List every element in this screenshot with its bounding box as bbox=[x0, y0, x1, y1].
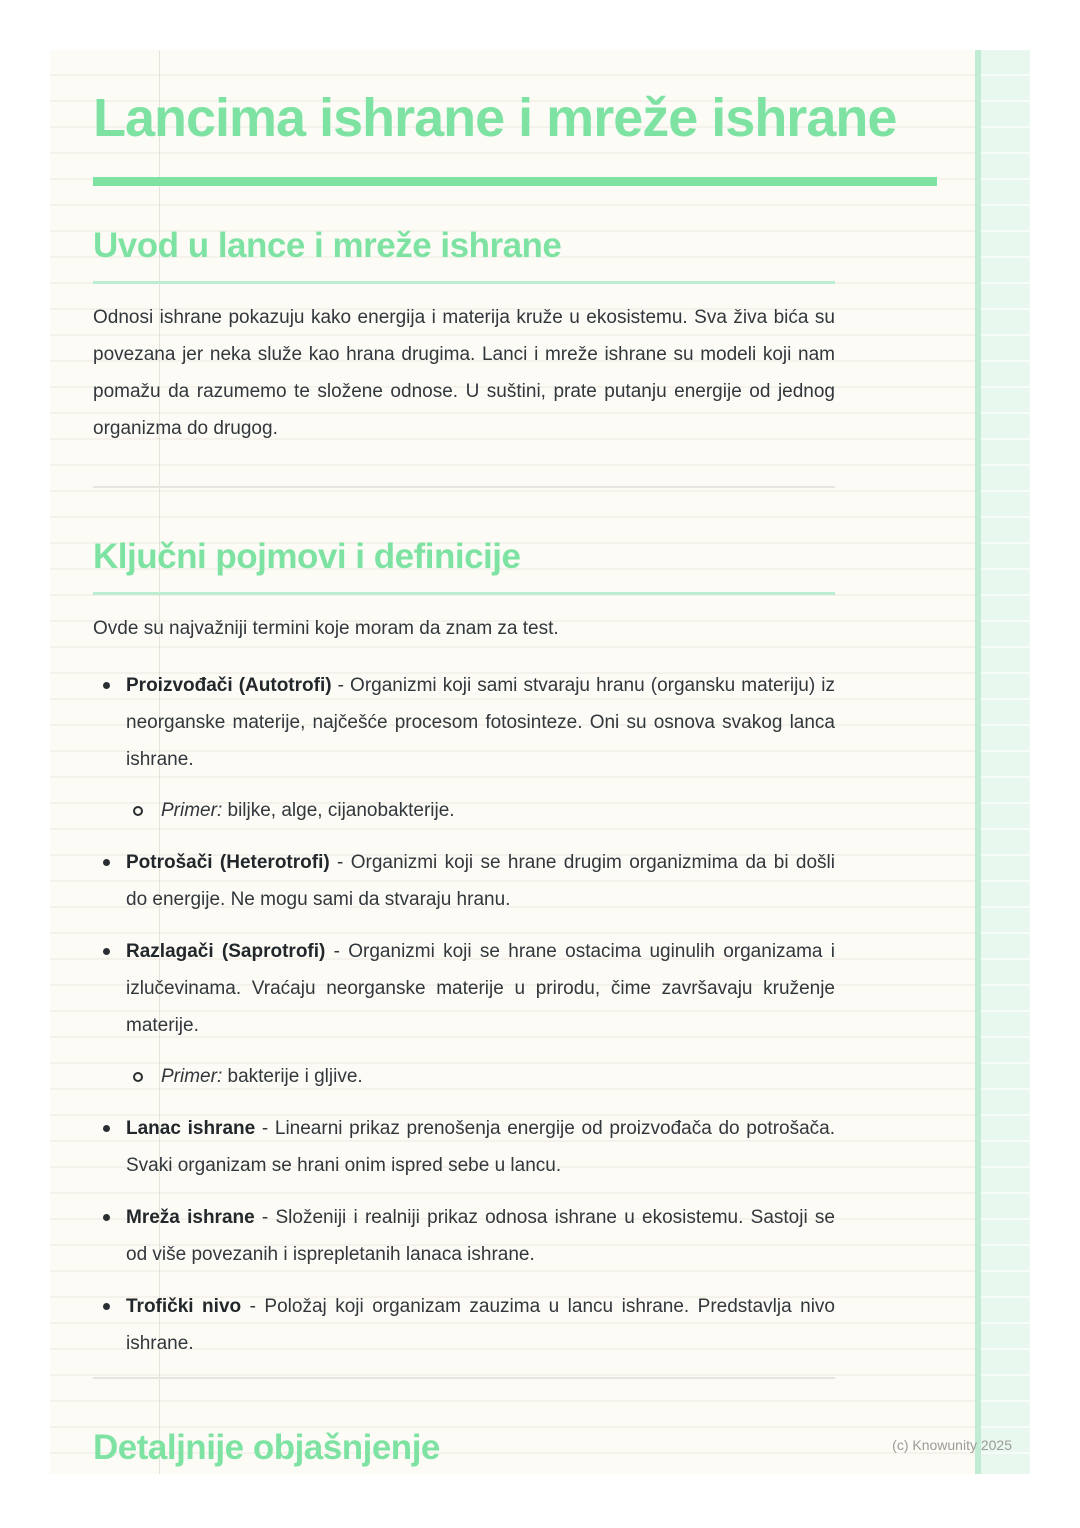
term-item-potrosaci bbox=[93, 844, 835, 918]
term-definition: - Položaj koji organizam zauzima u lancu ishrane. Predstavlja nivo ishrane. bbox=[126, 1296, 835, 1354]
heading-rule-intro bbox=[93, 281, 835, 284]
document-title: Lancima ishrane i mreže ishrane bbox=[93, 88, 897, 148]
term-definition: - Složeniji i realniji prikaz odnosa ishrane u ekosistemu. Sastoji se od više povezanih i isprepletanih lanaca ishrane. bbox=[126, 1207, 835, 1265]
term-item-proizvodjaci bbox=[93, 667, 835, 829]
example-text: bakterije i gljive. bbox=[222, 1066, 363, 1087]
example-text: biljke, alge, cijanobakterije. bbox=[222, 800, 455, 821]
bullet-icon bbox=[103, 859, 110, 866]
example-sublist bbox=[126, 792, 835, 829]
terms-lead-paragraph: Ovde su najvažniji termini koje moram da znam za test. bbox=[93, 618, 559, 639]
example-sublist bbox=[126, 1058, 835, 1095]
term-label: Potrošači (Heterotrofi) bbox=[126, 852, 330, 873]
term-item-razlagaci bbox=[93, 933, 835, 1095]
example-item bbox=[126, 792, 835, 829]
bullet-icon bbox=[103, 1125, 110, 1132]
circle-bullet-icon bbox=[133, 1072, 143, 1082]
terms-list bbox=[93, 667, 835, 1362]
term-definition: - Organizmi koji se hrane ostacima uginulih organizama i izlučevinama. Vraćaju neorganske materije u prirodu, čime završavaju kruženje materije. bbox=[126, 941, 835, 1036]
term-item-troficki-nivo bbox=[93, 1288, 835, 1362]
term-label: Lanac ishrane bbox=[126, 1118, 256, 1139]
section-divider bbox=[93, 486, 835, 488]
title-underline bbox=[93, 177, 937, 186]
term-item-lanac-ishrane bbox=[93, 1110, 835, 1184]
bullet-icon bbox=[103, 948, 110, 955]
bullet-icon bbox=[103, 1214, 110, 1221]
document-page bbox=[50, 50, 1030, 1474]
term-label: Trofički nivo bbox=[126, 1296, 242, 1317]
intro-paragraph: Odnosi ishrane pokazuju kako energija i materija kruže u ekosistemu. Sva živa bića su povezana jer neka služe kao hrana drugima. Lanci i mreže ishrane su modeli koji nam pomažu da razumemo te složene odnose. U suštini, prate putanju energije od jednog organizma do drugog. bbox=[93, 307, 835, 439]
term-label: Mreža ishrane bbox=[126, 1207, 255, 1228]
term-definition: - Organizmi koji se hrane drugim organizmima da bi došli do energije. Ne mogu sami da stvaraju hranu. bbox=[126, 852, 835, 910]
example-label: Primer: bbox=[161, 800, 223, 821]
term-item-mreza-ishrane bbox=[93, 1199, 835, 1273]
bullet-icon bbox=[103, 1303, 110, 1310]
term-label: Proizvođači (Autotrofi) bbox=[126, 675, 332, 696]
section-heading-intro: Uvod u lance i mreže ishrane bbox=[93, 226, 562, 265]
notebook-margin-strip bbox=[975, 50, 1030, 1474]
term-label: Razlagači (Saprotrofi) bbox=[126, 941, 326, 962]
term-definition: - Organizmi koji sami stvaraju hranu (organsku materiju) iz neorganske materije, najčešće procesom fotosinteze. Oni su osnova svakog lanca ishrane. bbox=[126, 675, 835, 770]
term-definition: - Linearni prikaz prenošenja energije od proizvođača do potrošača. Svaki organizam se hrani onim ispred sebe u lancu. bbox=[126, 1118, 835, 1176]
section-heading-details: Detaljnije objašnjenje bbox=[93, 1428, 440, 1467]
bullet-icon bbox=[103, 682, 110, 689]
example-item bbox=[126, 1058, 835, 1095]
section-heading-terms: Ključni pojmovi i definicije bbox=[93, 537, 521, 576]
page-content bbox=[93, 88, 897, 1468]
example-label: Primer: bbox=[161, 1066, 223, 1087]
section-divider bbox=[93, 1377, 835, 1379]
circle-bullet-icon bbox=[133, 806, 143, 816]
copyright-notice: (c) Knowunity 2025 bbox=[892, 1437, 1012, 1453]
heading-rule-terms bbox=[93, 592, 835, 595]
